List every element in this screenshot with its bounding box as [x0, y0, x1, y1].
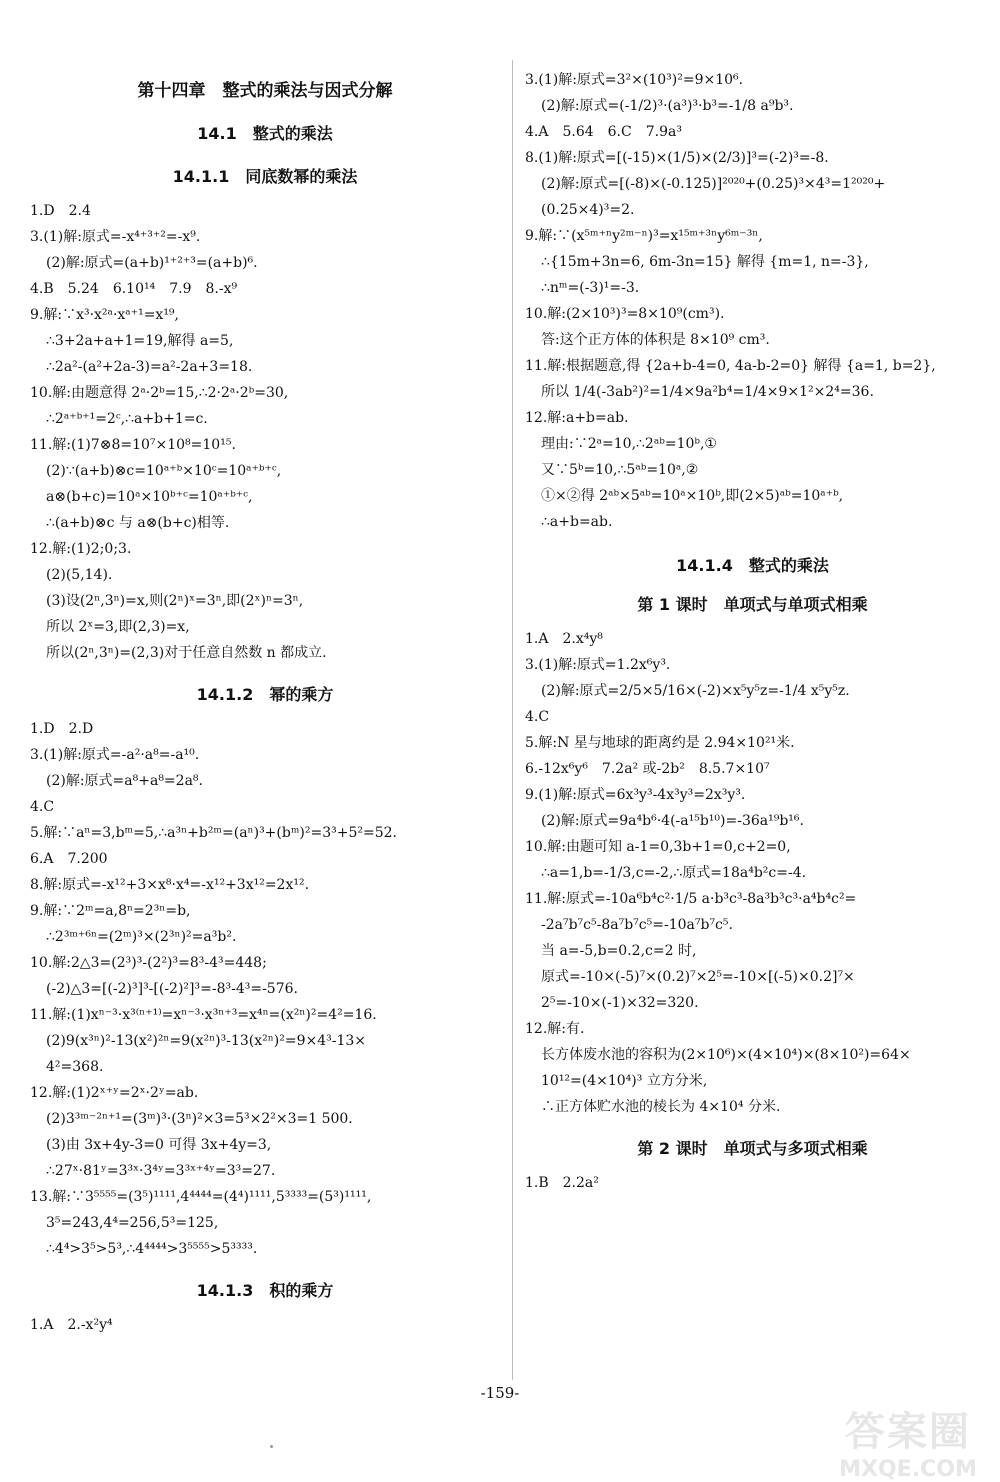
answer-line: ∴4⁴>3⁵>5³,∴4⁴⁴⁴⁴>3⁵⁵⁵⁵>5³³³³. [46, 1241, 258, 1257]
answer-line: 12.解:(1)2;0;3. [30, 541, 132, 557]
answer-line: 3.(1)解:原式=1.2x⁶y³. [525, 657, 671, 673]
chapter-title: 第十四章 整式的乘法与因式分解 [137, 81, 393, 101]
answer-line: (2)∵(a+b)⊗c=10ᵃ⁺ᵇ×10ᶜ=10ᵃ⁺ᵇ⁺ᶜ, [46, 463, 282, 479]
answer-line: 1.A 2.-x²y⁴ [30, 1317, 113, 1333]
answer-line: ∴nᵐ=(-3)¹=-3. [541, 280, 640, 296]
answer-line: 3.(1)解:原式=3²×(10³)²=9×10⁶. [525, 72, 744, 88]
answer-line: 5.解:∵aⁿ=3,bᵐ=5,∴a³ⁿ+b²ᵐ=(aⁿ)³+(bᵐ)²=3³+5²=52. [30, 825, 397, 841]
answer-line: -2a⁷b⁷c⁵-8a⁷b⁷c⁵=-10a⁷b⁷c⁵. [541, 917, 733, 933]
scan-dot [270, 1445, 273, 1448]
answer-line: 长方体废水池的容积为(2×10⁶)×(4×10⁴)×(8×10²)=64× [541, 1047, 911, 1063]
answer-line: 答:这个正方体的体积是 8×10⁹ cm³. [541, 332, 770, 348]
answer-line: ∴2³ᵐ⁺⁶ⁿ=(2ᵐ)³×(2³ⁿ)²=a³b². [46, 929, 237, 945]
answer-line: ∴3+2a+a+1=19,解得 a=5, [46, 333, 234, 349]
right-top-answers [525, 72, 980, 531]
section-title: 14.1 整式的乘法 [197, 124, 333, 143]
answer-line: 6.-12x⁶y⁶ 7.2a² 或-2b² 8.5.7×10⁷ [525, 761, 770, 777]
left-blocks [30, 164, 500, 1334]
answer-line: 4.C [30, 799, 55, 815]
answer-line: 11.解:根据题意,得 {2a+b-4=0, 4a-b-2=0} 解得 {a=1, b=2}, [525, 358, 936, 374]
answer-line: ∴(a+b)⊗c 与 a⊗(b+c)相等. [46, 515, 230, 531]
answer-line: 3⁵=243,4⁴=256,5³=125, [46, 1215, 219, 1231]
answer-line: 5.解:N 星与地球的距离约是 2.94×10²¹米. [525, 735, 795, 751]
answer-line: 原式=-10×(-5)⁷×(0.2)⁷×2⁵=-10×[(-5)×0.2]⁷× [541, 969, 855, 985]
column-divider [512, 60, 513, 1380]
answer-line: 9.(1)解:原式=6x³y³-4x³y³=2x³y³. [525, 787, 746, 803]
answer-line: 12.解:有. [525, 1021, 585, 1037]
subsection-title: 14.1.4 整式的乘法 [676, 556, 829, 575]
answer-line: 4²=368. [46, 1059, 104, 1075]
answer-line: 3.(1)解:原式=-a²·a⁸=-a¹⁰. [30, 747, 200, 763]
watermark-url: MXQE.COM [839, 1457, 977, 1482]
answer-line: 当 a=-5,b=0.2,c=2 时, [541, 943, 697, 959]
answer-line: 8.(1)解:原式=[(-15)×(1/5)×(2/3)]³=(-2)³=-8. [525, 150, 829, 166]
answer-line: 4.B 5.24 6.10¹⁴ 7.9 8.-x⁹ [30, 281, 238, 297]
answer-line: 1.D 2.D [30, 721, 94, 737]
answer-line: 4.A 5.64 6.C 7.9a³ [525, 124, 682, 140]
answer-line: 4.C [525, 709, 550, 725]
answer-line: ∴{15m+3n=6, 6m-3n=15} 解得 {m=1, n=-3}, [541, 254, 869, 270]
answer-line: 10.解:(2×10³)³=8×10⁹(cm³). [525, 306, 725, 322]
answer-line: 1.D 2.4 [30, 203, 91, 219]
answer-line: ∴a+b=ab. [541, 514, 613, 530]
answer-line: 又∵5ᵇ=10,∴5ᵃᵇ=10ᵃ,② [541, 462, 699, 478]
answer-line: 所以(2ⁿ,3ⁿ)=(2,3)对于任意自然数 n 都成立. [46, 645, 327, 661]
answer-line: (2)解:原式=(a+b)¹⁺²⁺³=(a+b)⁶. [46, 255, 258, 271]
answer-line: 6.A 7.200 [30, 851, 108, 867]
answer-line: (2)解:原式=9a⁴b⁶·4(-a¹⁵b¹⁰)=-36a¹⁹b¹⁶. [541, 813, 804, 829]
answer-line: 理由:∵2ᵃ=10,∴2ᵃᵇ=10ᵇ,① [541, 436, 717, 452]
answer-line: 9.解:∵2ᵐ=a,8ⁿ=2³ⁿ=b, [30, 903, 191, 919]
watermark-logo: 答案圈 [845, 1409, 971, 1455]
answer-line: (0.25×4)³=2. [541, 202, 635, 218]
answer-line: (2)解:原式=2/5×5/16×(-2)×x⁵y⁵z=-1/4 x⁵y⁵z. [541, 683, 850, 699]
answer-line: 10.解:由题意得 2ᵃ·2ᵇ=15,∴2·2ᵃ·2ᵇ=30, [30, 385, 289, 401]
answer-line: 9.解:∵(x⁵ᵐ⁺ⁿy²ᵐ⁻ⁿ)³=x¹⁵ᵐ⁺³ⁿy⁶ᵐ⁻³ⁿ, [525, 228, 763, 244]
answer-line: ∴2ᵃ⁺ᵇ⁺¹=2ᶜ,∴a+b+1=c. [46, 411, 208, 427]
answer-line: 11.解:原式=-10a⁶b⁴c²·1/5 a·b³c³-8a³b³c³·a⁴b⁴c²= [525, 891, 857, 907]
answer-line: 10¹²=(4×10⁴)³ 立方分米, [541, 1073, 708, 1089]
answer-line: (2)(5,14). [46, 567, 113, 583]
page-number: -159- [480, 1384, 520, 1402]
answer-line: 8.解:原式=-x¹²+3×x⁸·x⁴=-x¹²+3x¹²=2x¹². [30, 877, 310, 893]
lesson-blocks [525, 592, 980, 1192]
answer-line: (2)9(x³ⁿ)²-13(x²)²ⁿ=9(x²ⁿ)³-13(x²ⁿ)²=9×4³-13× [46, 1033, 367, 1049]
answer-line: ∴27ˣ·81ʸ=3³ˣ·3⁴ʸ=3³ˣ⁺⁴ʸ=3³=27. [46, 1163, 276, 1179]
answer-line: 1.A 2.x⁴y⁸ [525, 631, 603, 647]
subsection-title: 14.1.1 同底数幂的乘法 [172, 167, 358, 186]
answer-line: (2)3³ᵐ⁻²ⁿ⁺¹=(3ᵐ)³·(3ⁿ)²×3=5³×2²×3=1 500. [46, 1111, 353, 1127]
answer-line: ①×②得 2ᵃᵇ×5ᵃᵇ=10ᵃ×10ᵇ,即(2×5)ᵃᵇ=10ᵃ⁺ᵇ, [541, 488, 844, 504]
answer-line: 13.解:∵3⁵⁵⁵⁵=(3⁵)¹¹¹¹,4⁴⁴⁴⁴=(4⁴)¹¹¹¹,5³³³³=(5³)¹¹¹¹, [30, 1189, 372, 1205]
answer-line: 9.解:∵x³·x²ᵃ·xᵃ⁺¹=x¹⁹, [30, 307, 179, 323]
subsection-title: 14.1.2 幂的乘方 [196, 685, 334, 704]
answer-line: 所以 2ˣ=3,即(2,3)=x, [46, 619, 190, 635]
left-column [30, 72, 500, 1343]
answer-line: ∴2a²-(a²+2a-3)=a²-2a+3=18. [46, 359, 253, 375]
answer-line: 3.(1)解:原式=-x⁴⁺³⁺²=-x⁹. [30, 229, 201, 245]
answer-line: 1.B 2.2a² [525, 1175, 599, 1191]
answer-line: 所以 1/4(-3ab²)²=1/4×9a²b⁴=1/4×9×1²×2⁴=36. [541, 384, 874, 400]
answer-line: (3)由 3x+4y-3=0 可得 3x+4y=3, [46, 1137, 272, 1153]
right-column [525, 72, 980, 1201]
answer-line: (2)解:原式=(-1/2)³·(a³)³·b³=-1/8 a⁹b³. [541, 98, 794, 114]
answer-line: ∴a=1,b=-1/3,c=-2,∴原式=18a⁴b²c=-4. [541, 865, 807, 881]
answer-line: 11.解:(1)7⊗8=10⁷×10⁸=10¹⁵. [30, 437, 236, 453]
answer-line: (3)设(2ⁿ,3ⁿ)=x,则(2ⁿ)ˣ=3ⁿ,即(2ˣ)ⁿ=3ⁿ, [46, 593, 304, 609]
answer-line: (2)解:原式=[(-8)×(-0.125)]²⁰²⁰+(0.25)³×4³=1²⁰²⁰+ [541, 176, 886, 192]
answer-line: ∴正方体贮水池的棱长为 4×10⁴ 分米. [541, 1099, 781, 1115]
answer-line: (2)解:原式=a⁸+a⁸=2a⁸. [46, 773, 203, 789]
answer-line: a⊗(b+c)=10ᵃ×10ᵇ⁺ᶜ=10ᵃ⁺ᵇ⁺ᶜ, [46, 489, 253, 505]
answer-line: 10.解:2△3=(2³)³-(2²)³=8³-4³=448; [30, 955, 267, 971]
answer-line: 12.解:a+b=ab. [525, 410, 629, 426]
lesson-title: 第 2 课时 单项式与多项式相乘 [637, 1139, 868, 1158]
answer-line: (-2)△3=[(-2)³]³-[(-2)²]³=-8³-4³=-576. [46, 981, 298, 997]
answer-line: 11.解:(1)xⁿ⁻³·x³⁽ⁿ⁺¹⁾=xⁿ⁻³·x³ⁿ⁺³=x⁴ⁿ=(x²ⁿ)²=4²=16. [30, 1007, 377, 1023]
subsection-title: 14.1.3 积的乘方 [196, 1281, 334, 1300]
lesson-title: 第 1 课时 单项式与单项式相乘 [637, 595, 868, 614]
watermark [838, 1400, 978, 1482]
answer-line: 10.解:由题可知 a-1=0,3b+1=0,c+2=0, [525, 839, 791, 855]
answer-line: 2⁵=-10×(-1)×32=320. [541, 995, 699, 1011]
answer-line: 12.解:(1)2ˣ⁺ʸ=2ˣ·2ʸ=ab. [30, 1085, 199, 1101]
